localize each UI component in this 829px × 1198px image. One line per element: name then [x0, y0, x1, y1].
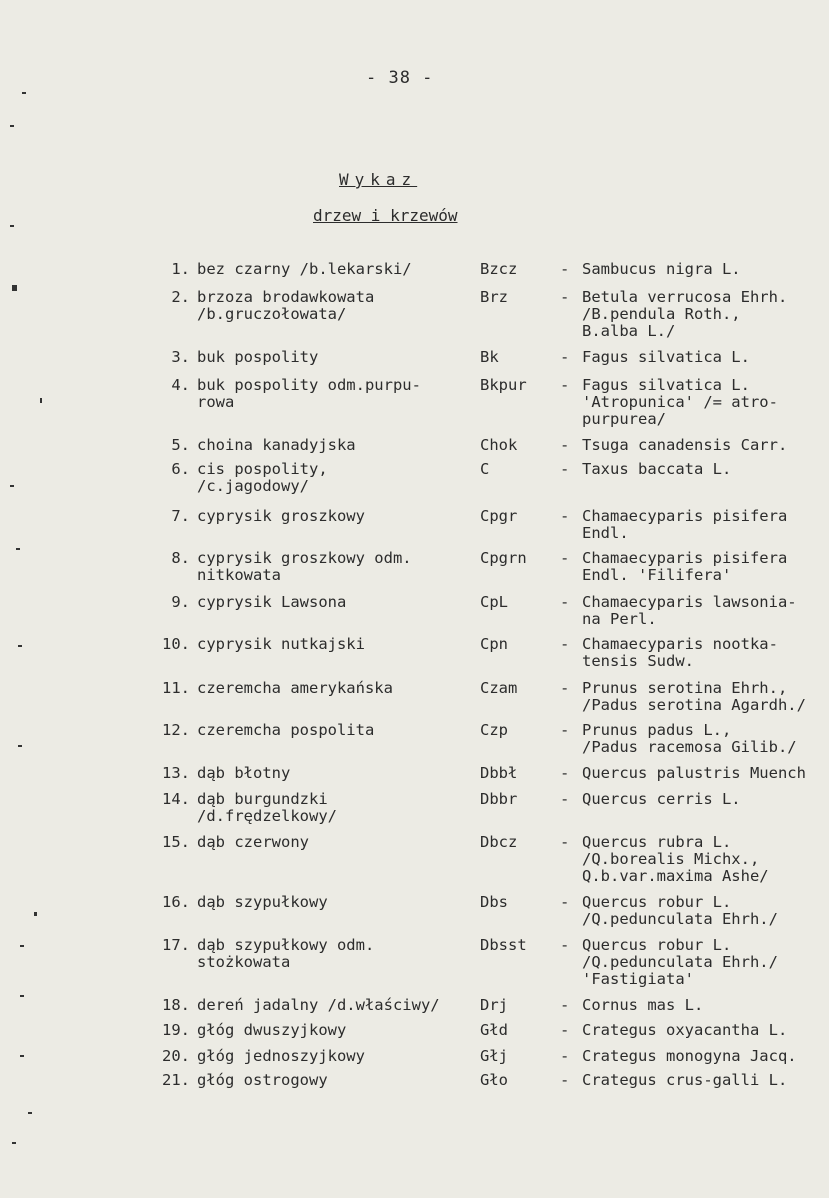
polish-name	[197, 834, 309, 851]
latin-name-line: Endl.	[582, 524, 629, 542]
entry-number: 12.	[162, 721, 190, 739]
separator-dash: -	[560, 1047, 570, 1065]
polish-name	[197, 765, 290, 782]
abbreviation: Drj	[480, 996, 508, 1014]
abbreviation: Gło	[480, 1071, 508, 1089]
entry-number: 18.	[162, 996, 190, 1014]
margin-mark	[16, 548, 20, 550]
separator-dash: -	[560, 936, 570, 954]
latin-name	[582, 1048, 797, 1065]
latin-name-line: Quercus palustris Muench	[582, 764, 806, 782]
abbreviation: Czp	[480, 721, 508, 739]
polish-name-line: rowa	[197, 393, 235, 411]
polish-name	[197, 636, 365, 653]
abbreviation: Czam	[480, 679, 518, 697]
latin-name-line: Crategus crus-galli L.	[582, 1071, 788, 1089]
latin-name-line: Quercus robur L.	[582, 936, 732, 954]
latin-name	[582, 1022, 787, 1039]
latin-name-line: Fagus silvatica L.	[582, 376, 750, 394]
latin-name	[582, 680, 806, 714]
entry-number: 16.	[162, 893, 190, 911]
polish-name	[197, 261, 412, 278]
latin-name-line: Quercus rubra L.	[582, 833, 732, 851]
abbreviation: Głj	[480, 1047, 508, 1065]
document-title: Wykaz	[339, 170, 418, 189]
polish-name-line: cyprysik nutkajski	[197, 635, 365, 653]
polish-name-line: /c.jagodowy/	[197, 477, 309, 495]
polish-name	[197, 680, 393, 697]
entry-number: 5.	[171, 436, 190, 454]
margin-mark	[10, 225, 14, 227]
separator-dash: -	[560, 348, 570, 366]
separator-dash: -	[560, 593, 570, 611]
polish-name-line: choina kanadyjska	[197, 436, 356, 454]
latin-name-line: Crategus monogyna Jacq.	[582, 1047, 797, 1065]
polish-name-line: głóg ostrogowy	[197, 1071, 328, 1089]
latin-name-line: /Q.pedunculata Ehrh./	[582, 953, 778, 971]
entry-number: 21.	[162, 1071, 190, 1089]
latin-name	[582, 550, 787, 584]
latin-name	[582, 636, 778, 670]
abbreviation: Cpgrn	[480, 549, 527, 567]
latin-name-line: /Padus serotina Agardh./	[582, 696, 806, 714]
latin-name-line: 'Atropunica' /= atro-	[582, 393, 778, 411]
latin-name-line: /Padus racemosa Gilib./	[582, 738, 797, 756]
polish-name	[197, 508, 365, 525]
polish-name-line: dąb burgundzki	[197, 790, 328, 808]
abbreviation: Dbbł	[480, 764, 518, 782]
entry-number: 9.	[171, 593, 190, 611]
polish-name	[197, 1022, 346, 1039]
separator-dash: -	[560, 549, 570, 567]
entry-number: 19.	[162, 1021, 190, 1039]
polish-name-line: dereń jadalny /d.właściwy/	[197, 996, 440, 1014]
separator-dash: -	[560, 996, 570, 1014]
polish-name	[197, 437, 356, 454]
latin-name-line: Chamaecyparis lawsonia-	[582, 593, 797, 611]
polish-name-line: /d.frędzelkowy/	[197, 807, 337, 825]
latin-name-line: Crategus oxyacantha L.	[582, 1021, 788, 1039]
latin-name-line: 'Fastigiata'	[582, 970, 694, 988]
latin-name-line: tensis Sudw.	[582, 652, 694, 670]
latin-name	[582, 894, 778, 928]
latin-name-line: /Q.borealis Michx.,	[582, 850, 760, 868]
polish-name	[197, 594, 346, 611]
polish-name-line: czeremcha amerykańska	[197, 679, 393, 697]
margin-mark	[10, 485, 14, 487]
separator-dash: -	[560, 376, 570, 394]
entry-number: 6.	[171, 460, 190, 478]
latin-name-line: B.alba L./	[582, 322, 676, 340]
latin-name-line: Endl. 'Filifera'	[582, 566, 732, 584]
latin-name-line: Q.b.var.maxima Ashe/	[582, 867, 769, 885]
latin-name-line: purpurea/	[582, 410, 666, 428]
latin-name	[582, 722, 797, 756]
entry-number: 4.	[171, 376, 190, 394]
entry-number: 7.	[171, 507, 190, 525]
polish-name-line: cyprysik Lawsona	[197, 593, 347, 611]
separator-dash: -	[560, 790, 570, 808]
entry-number: 2.	[171, 288, 190, 306]
abbreviation: Bzcz	[480, 260, 518, 278]
latin-name	[582, 437, 787, 454]
margin-mark	[28, 1112, 32, 1114]
polish-name-line: /b.gruczołowata/	[197, 305, 347, 323]
abbreviation: Bkpur	[480, 376, 527, 394]
polish-name-line: buk pospolity	[197, 348, 319, 366]
abbreviation: Cpgr	[480, 507, 518, 525]
latin-name-line: /B.pendula Roth.,	[582, 305, 741, 323]
polish-name-line: cis pospolity,	[197, 460, 328, 478]
margin-mark	[34, 912, 37, 916]
abbreviation: Brz	[480, 288, 508, 306]
polish-name-line: brzoza brodawkowata	[197, 288, 375, 306]
latin-name-line: Sambucus nigra L.	[582, 260, 741, 278]
abbreviation: Dbsst	[480, 936, 527, 954]
polish-name-line: buk pospolity odm.purpu-	[197, 376, 421, 394]
latin-name-line: Cornus mas L.	[582, 996, 704, 1014]
abbreviation: Głd	[480, 1021, 508, 1039]
margin-mark	[40, 398, 42, 403]
margin-mark	[12, 285, 17, 291]
latin-name-line: Prunus padus L.,	[582, 721, 732, 739]
latin-name	[582, 1072, 787, 1089]
separator-dash: -	[560, 721, 570, 739]
entry-number: 14.	[162, 790, 190, 808]
polish-name-line: nitkowata	[197, 566, 281, 584]
entry-number: 10.	[162, 635, 190, 653]
latin-name-line: Quercus cerris L.	[582, 790, 741, 808]
entry-number: 17.	[162, 936, 190, 954]
latin-name	[582, 791, 741, 808]
latin-name-line: na Perl.	[582, 610, 657, 628]
separator-dash: -	[560, 679, 570, 697]
latin-name-line: /Q.pedunculata Ehrh./	[582, 910, 778, 928]
separator-dash: -	[560, 1021, 570, 1039]
separator-dash: -	[560, 1071, 570, 1089]
separator-dash: -	[560, 833, 570, 851]
entry-number: 11.	[162, 679, 190, 697]
polish-name-line: czeremcha pospolita	[197, 721, 375, 739]
polish-name-line: dąb szypułkowy odm.	[197, 936, 375, 954]
latin-name	[582, 261, 741, 278]
polish-name-line: głóg jednoszyjkowy	[197, 1047, 365, 1065]
polish-name	[197, 997, 440, 1014]
separator-dash: -	[560, 260, 570, 278]
margin-mark	[12, 1142, 16, 1144]
page-number: - 38 -	[366, 68, 434, 88]
latin-name-line: Fagus silvatica L.	[582, 348, 750, 366]
latin-name-line: Quercus robur L.	[582, 893, 732, 911]
separator-dash: -	[560, 635, 570, 653]
polish-name	[197, 722, 374, 739]
margin-mark	[18, 745, 22, 747]
abbreviation: Bk	[480, 348, 499, 366]
polish-name	[197, 894, 328, 911]
latin-name	[582, 508, 787, 542]
entry-number: 15.	[162, 833, 190, 851]
latin-name	[582, 765, 806, 782]
polish-name	[197, 937, 374, 971]
margin-mark	[20, 995, 24, 997]
margin-mark	[20, 945, 24, 947]
abbreviation: C	[480, 460, 490, 478]
latin-name-line: Prunus serotina Ehrh.,	[582, 679, 788, 697]
abbreviation: Chok	[480, 436, 518, 454]
abbreviation: Dbbr	[480, 790, 518, 808]
latin-name-line: Tsuga canadensis Carr.	[582, 436, 788, 454]
latin-name	[582, 937, 778, 988]
polish-name	[197, 461, 328, 495]
polish-name	[197, 1048, 365, 1065]
margin-mark	[10, 125, 14, 127]
latin-name	[582, 594, 797, 628]
abbreviation: CpL	[480, 593, 508, 611]
polish-name	[197, 349, 318, 366]
polish-name	[197, 791, 337, 825]
polish-name	[197, 377, 421, 411]
latin-name-line: Betula verrucosa Ehrh.	[582, 288, 788, 306]
latin-name	[582, 461, 731, 478]
latin-name-line: Chamaecyparis pisifera	[582, 507, 788, 525]
separator-dash: -	[560, 764, 570, 782]
margin-mark	[20, 1055, 24, 1057]
entry-number: 3.	[171, 348, 190, 366]
entry-number: 13.	[162, 764, 190, 782]
margin-mark	[18, 645, 22, 647]
latin-name	[582, 349, 750, 366]
polish-name-line: bez czarny /b.lekarski/	[197, 260, 412, 278]
polish-name-line: cyprysik groszkowy	[197, 507, 365, 525]
abbreviation: Dbs	[480, 893, 508, 911]
latin-name	[582, 997, 703, 1014]
latin-name-line: Chamaecyparis pisifera	[582, 549, 788, 567]
abbreviation: Dbcz	[480, 833, 518, 851]
entry-number: 1.	[171, 260, 190, 278]
polish-name-line: dąb czerwony	[197, 833, 309, 851]
separator-dash: -	[560, 288, 570, 306]
latin-name	[582, 834, 769, 885]
polish-name-line: dąb szypułkowy	[197, 893, 328, 911]
latin-name-line: Chamaecyparis nootka-	[582, 635, 778, 653]
latin-name	[582, 377, 778, 428]
polish-name-line: stożkowata	[197, 953, 291, 971]
latin-name-line: Taxus baccata L.	[582, 460, 732, 478]
separator-dash: -	[560, 893, 570, 911]
document-subtitle: drzew i krzewów	[313, 206, 458, 225]
entry-number: 8.	[171, 549, 190, 567]
polish-name	[197, 289, 374, 323]
separator-dash: -	[560, 460, 570, 478]
margin-mark	[22, 92, 26, 94]
polish-name	[197, 1072, 328, 1089]
polish-name-line: głóg dwuszyjkowy	[197, 1021, 347, 1039]
polish-name	[197, 550, 412, 584]
polish-name-line: dąb błotny	[197, 764, 291, 782]
separator-dash: -	[560, 436, 570, 454]
separator-dash: -	[560, 507, 570, 525]
latin-name	[582, 289, 787, 340]
abbreviation: Cpn	[480, 635, 508, 653]
entry-number: 20.	[162, 1047, 190, 1065]
polish-name-line: cyprysik groszkowy odm.	[197, 549, 412, 567]
